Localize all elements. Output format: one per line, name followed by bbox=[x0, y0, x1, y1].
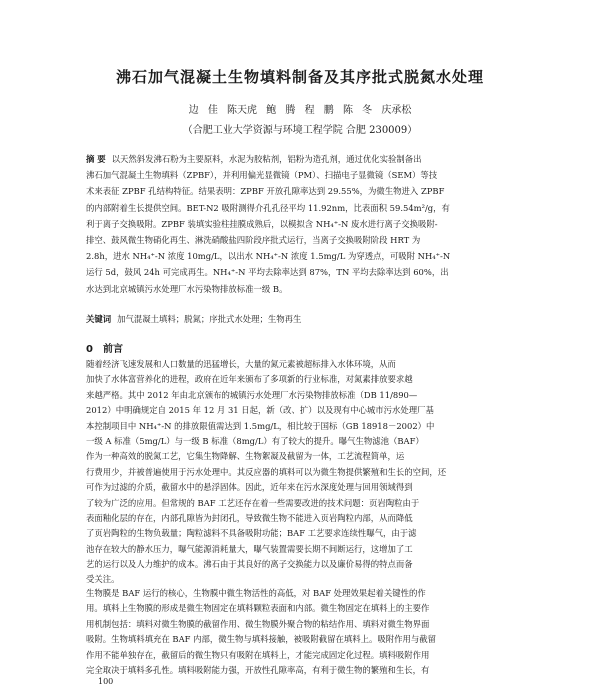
author-name: 边 佳 bbox=[188, 105, 218, 116]
page-number: 100 bbox=[98, 677, 114, 686]
author-name: 庆承松 bbox=[381, 105, 412, 116]
abstract bbox=[86, 151, 518, 297]
body-line: 用机制包括：填料对微生物膜的截留作用、微生物膜外聚合物的粘结作用、填料对微生物界面 bbox=[86, 618, 430, 629]
author-list bbox=[0, 101, 600, 116]
body-line: 行费用少，并被普遍使用于污水处理中。其反应器的填料可以为微生物提供繁殖和生长的空间，还 bbox=[86, 466, 447, 477]
abstract-label: 摘 要 bbox=[86, 154, 106, 164]
body-line: 表面釉化层的存在，内部孔隙皆为封闭孔，导致微生物不能进入页岩陶粒内部，从而降低 bbox=[86, 512, 413, 523]
paper-title: 沸石加气混凝土生物填料制备及其序批式脱氮水处理 bbox=[115, 68, 484, 86]
body-line: 了页岩陶粒的生物负载量；陶粒滤料不具备吸附功能；BAF 工艺要求连续性曝气，由于滤 bbox=[86, 528, 417, 539]
section-heading bbox=[86, 340, 123, 355]
body-line: 作用不能单独存在，截留后的微生物只有吸附在填料上，才能完成固定化过程。填料吸附作用 bbox=[86, 649, 430, 660]
affiliation: （合肥工业大学资源与环境工程学院 合肥 230009） bbox=[182, 125, 418, 136]
keywords bbox=[86, 312, 518, 326]
abstract-line: 2.8h，进水 NH₄⁺-N 浓度 10mg/L，以出水 NH₄⁺-N 浓度 1.5mg/L 为穿透点，可吸附 NH₄⁺-N bbox=[86, 251, 451, 262]
section-number: 0 bbox=[86, 344, 93, 355]
abstract-line: 排空、鼓风微生物硝化再生、淋洗硝酸盐四阶段序批式运行，当离子交换吸附阶段 HRT 为 bbox=[86, 234, 421, 245]
body-line: 加快了水体富营养化的进程，政府在近年来颁布了多项新的行业标准，对氮素排放要求越 bbox=[86, 374, 413, 385]
abstract-line: 运行 5d，鼓风 24h 可完成再生。NH₄⁺-N 平均去除率达到 87%，TN 平均去除率达到 60%，出 bbox=[86, 267, 449, 278]
body-line: 完全取决于填料多孔性。填料吸附能力强，开放性孔隙率高，有利于微生物的繁殖和生长，有 bbox=[86, 664, 430, 675]
author-name: 陈 冬 bbox=[342, 105, 373, 116]
author-name: 鲍 腾 bbox=[266, 105, 296, 116]
body-line: 用。填料上生物膜的形成是微生物固定在填料颗粒表面和内部。微生物固定在填料上的主要作 bbox=[86, 603, 430, 614]
keywords-label: 关键词 bbox=[86, 314, 112, 324]
abstract-line: 的内部附着生长提供空间。BET-N2 吸附测得介孔孔径平均 11.92nm，比表面积 59.54m²/g，有 bbox=[86, 202, 450, 213]
abstract-line: 术来表征 ZPBF 孔结构特征。结果表明：ZPBF 开放孔隙率达到 29.55%，为微生物进入 ZPBF bbox=[86, 186, 445, 197]
section-title: 前言 bbox=[102, 344, 123, 355]
abstract-line: 摘 要 以天然斜发沸石粉为主要原料，水泥为胶粘剂，铝粉为造孔剂，通过优化实验制备出 bbox=[86, 154, 422, 164]
body-line: 随着经济飞速发展和人口数量的迅猛增长，大量的氮元素被超标排入水体环境，从而 bbox=[86, 359, 396, 369]
body-line: 池存在较大的静水压力，曝气能源消耗量大，曝气装置需要长期不间断运行，这增加了工 bbox=[86, 543, 413, 554]
keywords-text: 加气混凝土填料；脱氮；序批式水处理；生物再生 bbox=[117, 314, 302, 324]
body-line: 了较为广泛的应用。但常规的 BAF 工艺还存在着一些需要改进的技术问题：页岩陶粒由于 bbox=[86, 497, 420, 508]
abstract-line: 水达到北京城镇污水处理厂水污染物排放标准一级 B。 bbox=[86, 283, 288, 294]
body-line: 受关注。 bbox=[86, 574, 120, 585]
body-line: 生物膜是 BAF 运行的核心，生物膜中微生物活性的高低，对 BAF 处理效果起着关键性的作 bbox=[86, 588, 426, 598]
intro-paragraph bbox=[86, 357, 518, 588]
body-line: 来越严格。其中 2012 年由北京颁布的城镇污水处理厂水污染物排放标准（DB 11/890— bbox=[86, 389, 418, 400]
body-line: 吸附。生物填料填充在 BAF 内部，微生物与填料接触，被吸附截留在填料上。吸附作用与截留 bbox=[86, 634, 436, 645]
body-line: 一级 A 标准（5mg/L）与一级 B 标准（8mg/L）有了较大的提升。曝气生物滤池（BAF） bbox=[86, 435, 424, 446]
body-line: 本控制项目中 NH₄⁺-N 的排放限值需达到 1.5mg/L，相比较于国标（GB 18918－2002）中 bbox=[86, 420, 435, 431]
body-line: 艺的运行以及人力维护的成本。沸石由于其良好的离子交换能力以及廉价易得的特点而备 bbox=[86, 559, 413, 570]
abstract-line: 利于离子交换吸附。ZPBF 装填实验柱挂膜成熟后，以模拟含 NH₄⁺-N 废水进行离子交换吸附- bbox=[86, 218, 438, 229]
abstract-line: 沸石加气混凝土生物填料（ZPBF），并利用偏光显微镜（PM）、扫描电子显微镜（SEM）等技 bbox=[86, 170, 438, 181]
author-name: 陈天虎 bbox=[227, 105, 258, 116]
body-line: 作为一种高效的脱氮工艺，它集生物降解、生物絮凝及截留为一体，工艺流程简单，运 bbox=[86, 451, 405, 462]
second-paragraph bbox=[86, 586, 518, 678]
body-line: 2012）中明确规定自 2015 年 12 月 31 日起，新（改、扩）以及现有中心城市污水处理厂基 bbox=[86, 405, 434, 416]
body-line: 可作为过滤的介质，截留水中的悬浮固体。因此，近年来在污水深度处理与回用领域得到 bbox=[86, 482, 413, 493]
author-name: 程 鹏 bbox=[304, 105, 334, 116]
